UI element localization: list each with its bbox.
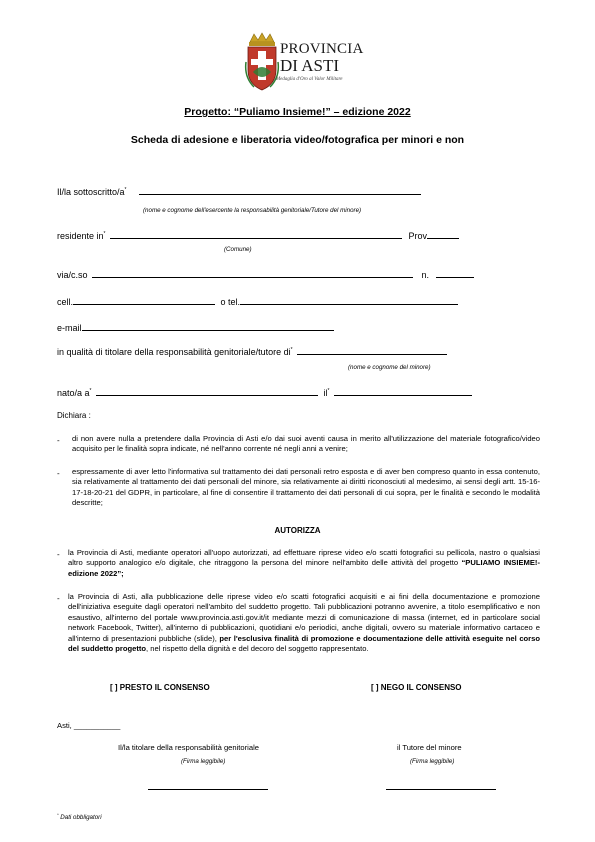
hint-comune: (Comune) [224,246,252,253]
field-numero[interactable] [436,269,474,278]
logo-motto: Medaglia d'Oro al Valor Militare [276,77,343,82]
bullet-dash: - [57,550,60,559]
field-luogo-nascita[interactable] [96,387,318,396]
bullet-dash: - [57,436,60,445]
label-il: il [323,388,328,398]
label-prov: Prov [408,231,428,241]
dichiara-label: Dichiara : [57,411,91,420]
signature-right-line[interactable] [386,788,496,790]
label-email: e-mail [57,323,82,333]
field-comune[interactable] [110,230,402,239]
page-subtitle: Scheda di adesione e liberatoria video/fotografica per minori e non [130,134,465,146]
row-residente: residente in* Prov [57,230,459,241]
dichiara-item-1: di non avere nulla a pretendere dalla Provincia di Asti e/o dai suoi aventi causa in merito all'utilizzazione del materiale fotografico/video acquisito per le finalità sopra indicate, né nell'anno corrente né negli anni a venire; [72,434,540,454]
bullet-dash: - [57,594,60,603]
row-telefono [57,296,458,307]
signature-right-hint: (Firma leggibile) [410,758,455,765]
row-email [57,322,334,333]
place-date-field[interactable]: Asti, ___________ [57,721,121,730]
signature-left-hint: (Firma leggibile) [181,758,226,765]
dichiara-item-2: espressamente di aver letto l'informativa sul trattamento dei dati personali retro esposta e di aver ben compreso quanto in essa contenuto, sia relativamente al trattamento dei dati personali del minore, sia relativamente ai diritti riconosciuti al medesimo, ai sensi degli artt. 15-16-17-18-20-21 del GDPR, in particolare, al fine di consentire il trattamento dei dati personali di cui sopra, per le finalità e secondo le modalità descritte; [72,467,540,508]
footnote-text: Dati obbligatori [60,814,102,822]
row-qualita: in qualità di titolare della responsabilità genitoriale/tutore di* [57,346,447,357]
provincia-asti-logo [244,28,364,96]
field-minore[interactable] [297,346,447,355]
hint-sottoscritto: (nome e cognome dell'esercente la responsabilità genitoriale/Tutore del minore) [143,207,362,214]
logo-line2: DI ASTI [280,56,340,75]
field-email[interactable] [82,322,334,331]
footnote: * Dati obbligatori [57,812,102,822]
row-nascita: nato/a a* il* [57,387,472,398]
field-via[interactable] [92,269,413,278]
label-numero: n. [421,270,430,280]
signature-right-title: il Tutore del minore [397,743,462,752]
autorizza-item-2 [68,592,540,654]
autorizza-item-2-bold: per l'esclusiva finalità di promozione e documentazione delle attività eseguite nel corso del suddetto progetto [68,633,540,654]
row-sottoscritto: Il/la sottoscritto/a* [57,186,421,197]
label-cell: cell. [57,297,74,307]
autorizza-item-1 [68,548,540,579]
logo-line1: PROVINCIA [280,41,364,57]
label-qualita: in qualità di titolare della responsabilità genitoriale/tutore di [57,347,291,357]
label-residente: residente in [57,231,104,241]
label-tel: o tel. [220,297,241,307]
page-title: Progetto: “Puliamo Insieme!” – edizione 2022 [184,106,411,118]
field-sottoscritto[interactable] [139,186,421,195]
consent-no-checkbox[interactable]: [ ] NEGO IL CONSENSO [371,683,462,692]
field-cell[interactable] [73,296,215,305]
autorizza-heading: AUTORIZZA [274,526,321,535]
bullet-dash: - [57,469,60,478]
autorizza-item-1-bold: “PULIAMO INSIEME!-edizione 2022”; [68,558,540,578]
signature-left-line[interactable] [148,788,268,790]
autorizza-item-1-text: la Provincia di Asti, mediante operatori all'uopo autorizzati, ad effettuare riprese video e/o scatti fotografici su pellicola, nastro o qualsiasi altro supporto analogico e/o digitale, che ritraggono la persona del minore nell'ambito delle attività del progetto [68,548,540,568]
label-sottoscritto: Il/la sottoscritto/a [57,187,125,197]
autorizza-item-2-text: la Provincia di Asti, alla pubblicazione delle riprese video e/o scatti fotografici acquisiti e ai fini della documentazione e promozione dell'iniziativa eseguite dagli operatori nell'ambito del suddetto progetto. Tali pubblicazioni potranno avvenire, a titolo esemplificativo e non esaustivo, all'interno del portale www.provincia.asti.gov.it/it mediante mezzi di comunicazione di massa (internet, ed in particolare social network Facebook, Twitter), all'interno di pubblicazioni, quotidiani e/o periodici, anche digitali, ovvero su materiale informativo cartaceo e all'interno di presentazioni pubbliche (slide), [68,592,540,643]
logo-text [276,41,364,82]
field-prov[interactable] [427,230,459,239]
signature-left-title: Il/la titolare della responsabilità genitoriale [118,743,259,752]
hint-minore: (nome e cognome del minore) [348,364,431,371]
field-data-nascita[interactable] [334,387,472,396]
row-via [57,269,474,280]
label-via: via/c.so [57,270,88,280]
label-nato: nato/a a [57,388,90,398]
consent-yes-checkbox[interactable]: [ ] PRESTO IL CONSENSO [110,683,210,692]
field-tel[interactable] [240,296,458,305]
coat-of-arms-icon [244,32,280,92]
autorizza-item-2-tail: , nel rispetto della dignità e del decoro del soggetto rappresentato. [146,644,369,654]
